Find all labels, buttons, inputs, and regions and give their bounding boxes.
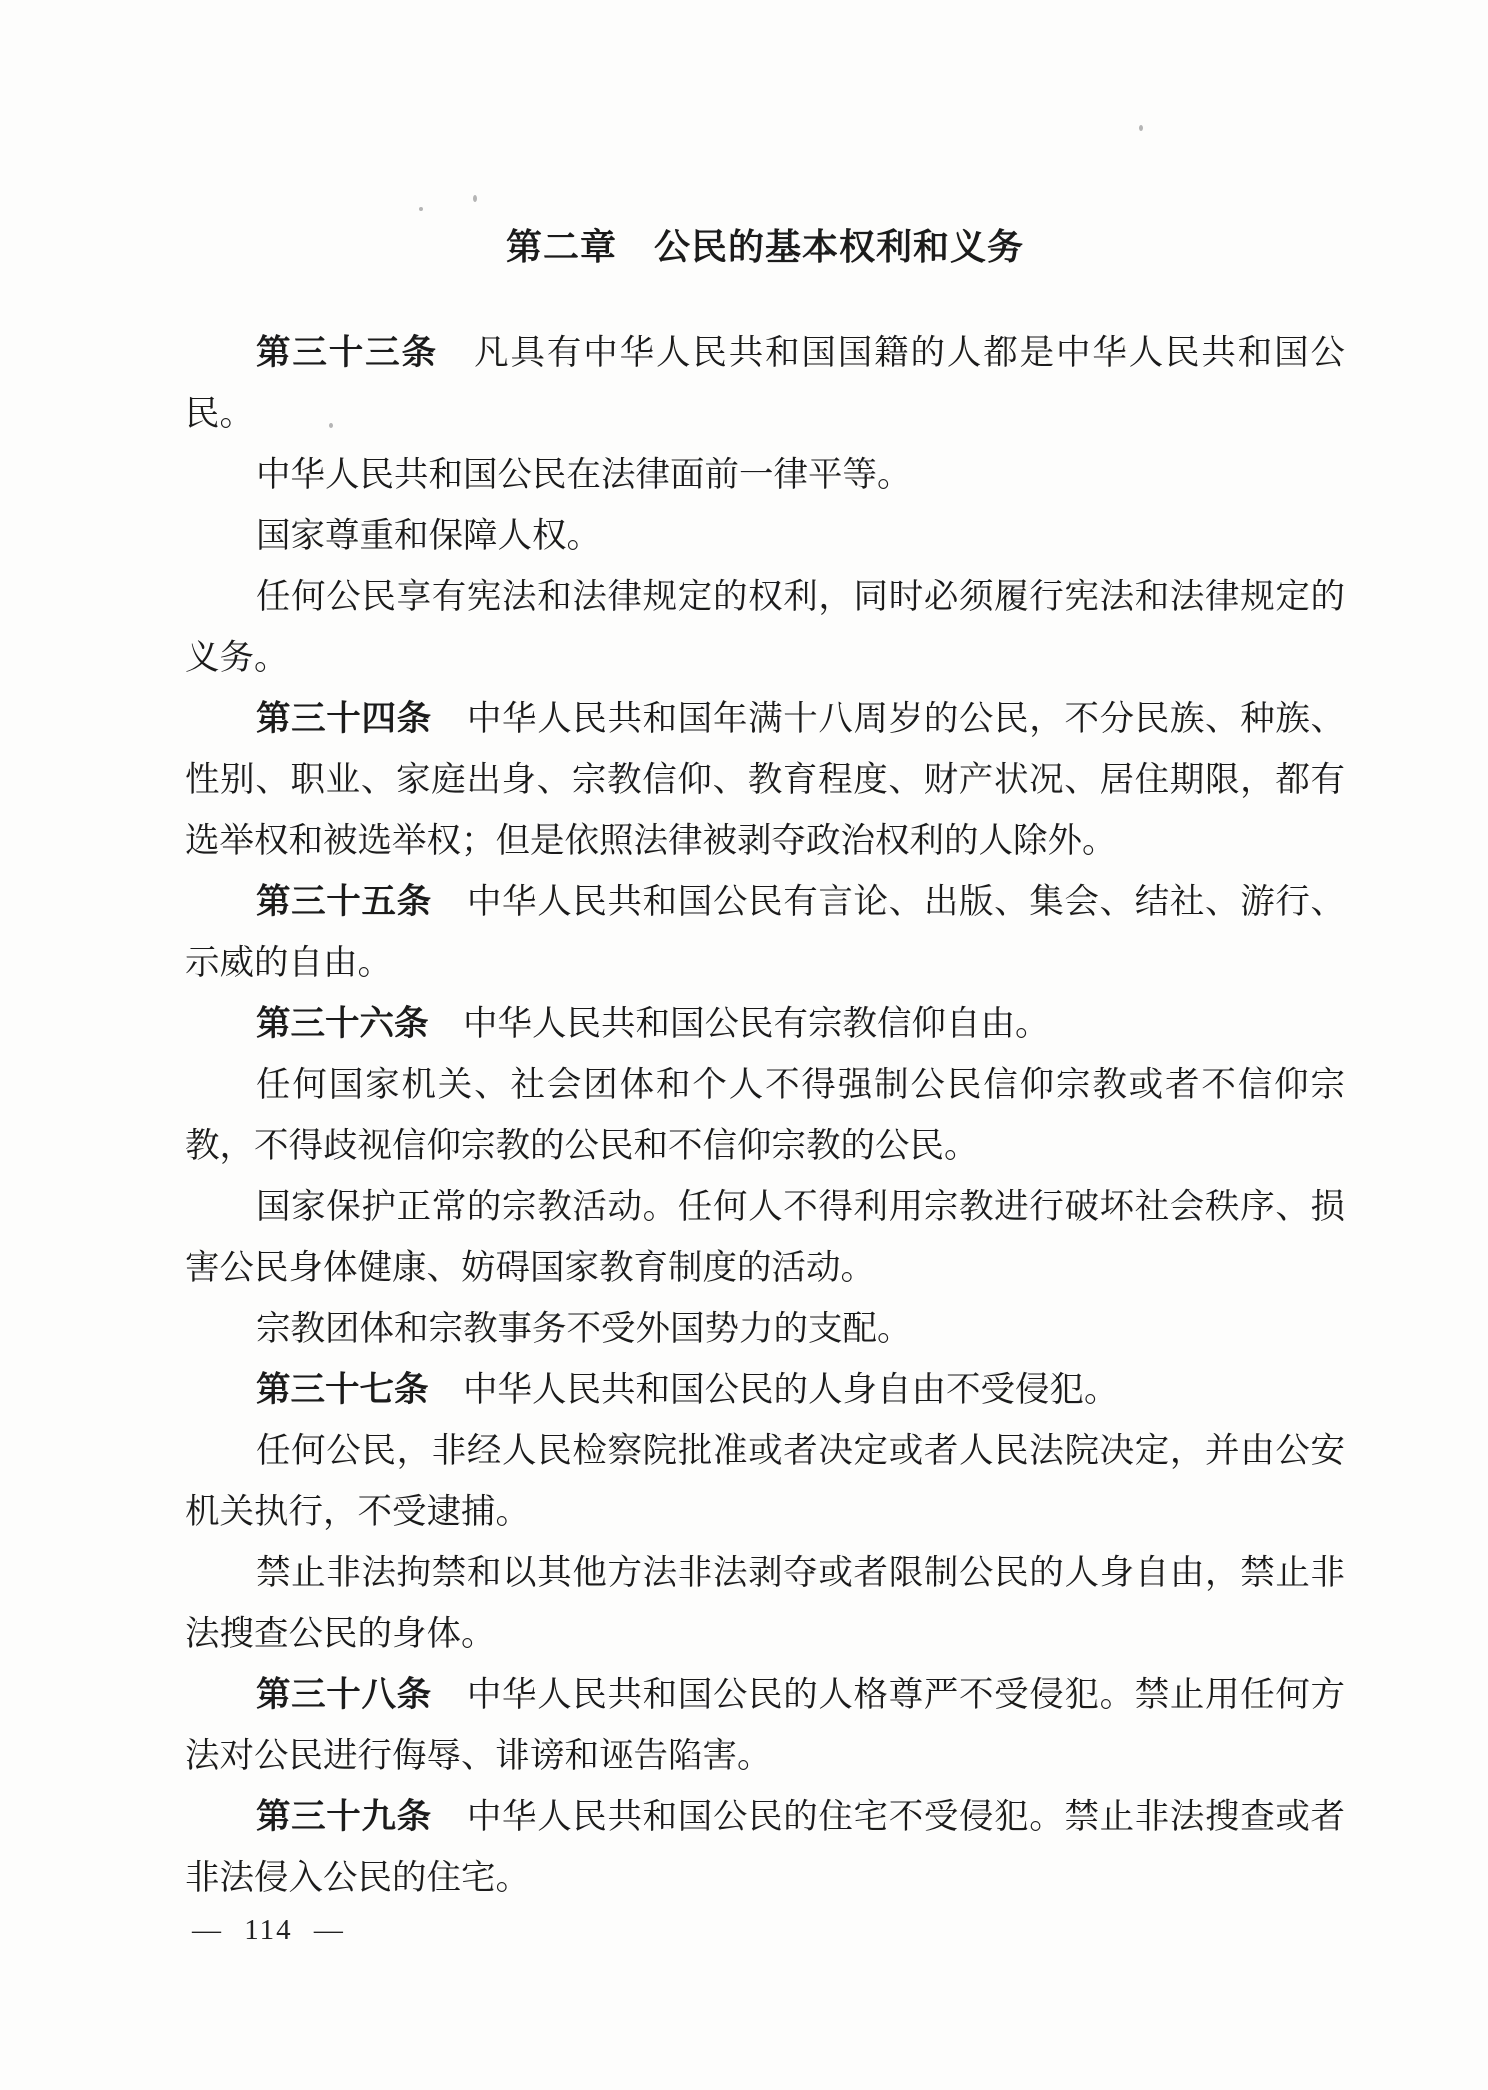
text-line: 教，不得歧视信仰宗教的公民和不信仰宗教的公民。 <box>185 1127 979 1165</box>
article-number: 第三十九条 <box>256 1798 432 1836</box>
article-number: 第三十四条 <box>256 700 432 738</box>
text-line: 性别、职业、家庭出身、宗教信仰、教育程度、财产状况、居住期限，都有 <box>185 761 1345 799</box>
line-text: 凡具有中华人民共和国国籍的人都是中华人民共和国公 <box>437 334 1345 372</box>
line-text: 中华人民共和国公民的人格尊严不受侵犯。禁止用任何方 <box>431 1676 1345 1714</box>
text-line: 宗教团体和宗教事务不受外国势力的支配。 <box>256 1310 912 1348</box>
line-text: 中华人民共和国公民的人身自由不受侵犯。 <box>428 1371 1119 1409</box>
article-number: 第三十五条 <box>256 883 432 921</box>
line-text: 中华人民共和国公民的住宅不受侵犯。禁止非法搜查或者 <box>431 1798 1345 1836</box>
page-number: — 114 — <box>192 1914 345 1946</box>
scan-speck <box>329 423 333 428</box>
text-line: 国家保护正常的宗教活动。任何人不得利用宗教进行破坏社会秩序、损 <box>256 1188 1345 1226</box>
scan-speck <box>419 207 423 211</box>
text-line: 中华人民共和国公民在法律面前一律平等。 <box>256 456 912 494</box>
text-line <box>185 872 1345 933</box>
text-line: 义务。 <box>185 639 289 677</box>
text-line: 民。 <box>185 395 254 433</box>
text-line <box>185 1787 1345 1848</box>
text-line: 禁止非法拘禁和以其他方法非法剥夺或者限制公民的人身自由，禁止非 <box>256 1554 1345 1592</box>
text-line: 任何国家机关、社会团体和个人不得强制公民信仰宗教或者不信仰宗 <box>256 1066 1345 1104</box>
text-line: 非法侵入公民的住宅。 <box>185 1859 530 1897</box>
text-line: 法对公民进行侮辱、诽谤和诬告陷害。 <box>185 1737 772 1775</box>
article-number: 第三十八条 <box>256 1676 432 1714</box>
text-line: 法搜查公民的身体。 <box>185 1615 496 1653</box>
text-line <box>185 689 1345 750</box>
article-number: 第三十七条 <box>256 1371 429 1409</box>
text-line: 害公民身体健康、妨碍国家教育制度的活动。 <box>185 1249 875 1287</box>
text-line <box>185 323 1345 384</box>
text-line: 选举权和被选举权；但是依照法律被剥夺政治权利的人除外。 <box>185 822 1117 860</box>
text-line <box>185 994 1345 1055</box>
text-line: 机关执行，不受逮捕。 <box>185 1493 530 1531</box>
line-text: 中华人民共和国年满十八周岁的公民，不分民族、种族、 <box>431 700 1345 738</box>
text-line: 国家尊重和保障人权。 <box>256 517 601 555</box>
chapter-heading: 第二章 公民的基本权利和义务 <box>505 226 1024 267</box>
text-line: 示威的自由。 <box>185 944 392 982</box>
scan-speck <box>473 195 477 202</box>
scan-speck <box>1139 125 1143 131</box>
line-text: 中华人民共和国公民有宗教信仰自由。 <box>428 1005 1050 1043</box>
line-text: 中华人民共和国公民有言论、出版、集会、结社、游行、 <box>431 883 1345 921</box>
document-body <box>185 323 1345 1909</box>
article-number: 第三十六条 <box>256 1005 429 1043</box>
text-line <box>185 1360 1345 1421</box>
text-line <box>185 1665 1345 1726</box>
article-number: 第三十三条 <box>256 334 438 372</box>
text-line: 任何公民，非经人民检察院批准或者决定或者人民法院决定，并由公安 <box>256 1432 1345 1470</box>
text-line: 任何公民享有宪法和法律规定的权利，同时必须履行宪法和法律规定的 <box>256 578 1345 616</box>
